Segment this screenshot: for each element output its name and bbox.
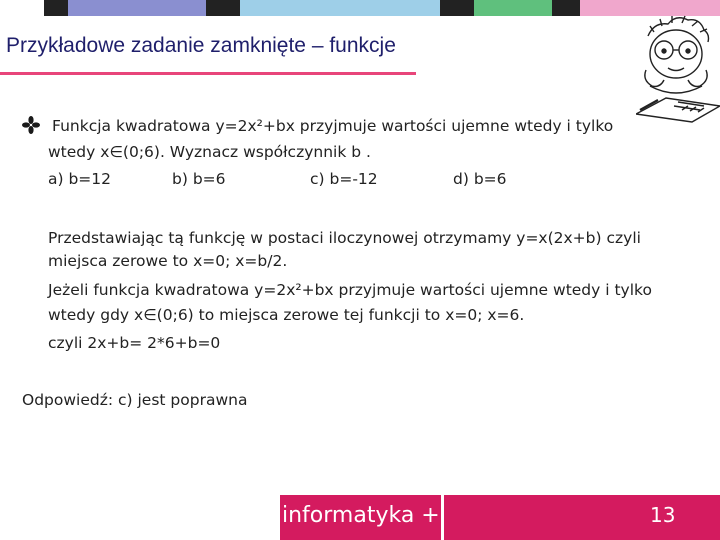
option-b: b) b=6 — [172, 170, 226, 188]
option-a: a) b=12 — [48, 170, 112, 188]
footer-bar — [280, 495, 720, 540]
question-line-1: Funkcja kwadratowa y=2x²+bx przyjmuje wartości ujemne wtedy i tylko — [52, 117, 614, 135]
solution-line-1: Przedstawiając tą funkcję w postaci iloczynowej otrzymamy y=x(2x+b) czyli — [48, 229, 641, 247]
page-number: 13 — [650, 503, 676, 527]
footer-divider — [441, 495, 444, 540]
option-d: d) b=6 — [453, 170, 507, 188]
diamond-four-leaf-icon — [22, 116, 40, 134]
question-line-2: wtedy x∈(0;6). Wyznacz współczynnik b . — [48, 143, 371, 161]
slide-title: Przykładowe zadanie zamknięte – funkcje — [6, 34, 396, 57]
footer-brand: informatyka + — [282, 503, 440, 528]
solution-line-4: wtedy gdy x∈(0;6) to miejsca zerowe tej funkcji to x=0; x=6. — [48, 306, 525, 324]
solution-line-5: czyli 2x+b= 2*6+b=0 — [48, 334, 221, 352]
answer-text: Odpowiedź: c) jest poprawna — [22, 391, 248, 409]
solution-line-2: miejsca zerowe to x=0; x=b/2. — [48, 252, 288, 270]
option-c: c) b=-12 — [310, 170, 378, 188]
solution-line-3: Jeżeli funkcja kwadratowa y=2x²+bx przyjmuje wartości ujemne wtedy i tylko — [48, 281, 652, 299]
